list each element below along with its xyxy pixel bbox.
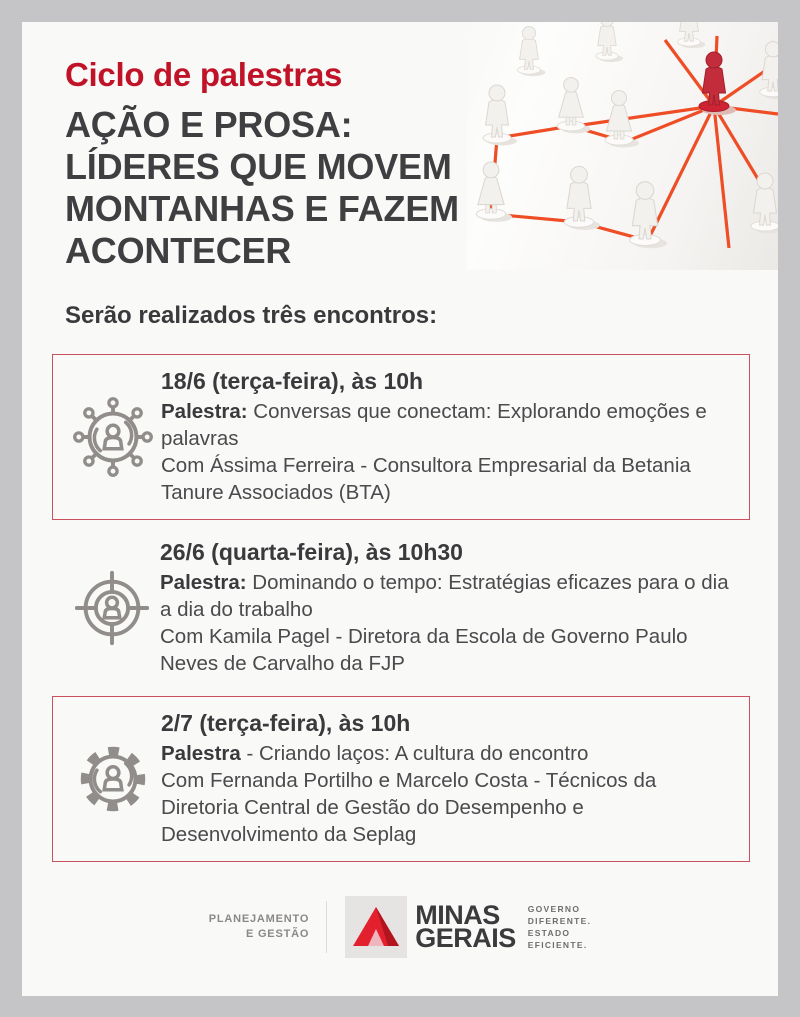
footer-divider <box>326 901 327 953</box>
gear-user-icon <box>65 738 161 820</box>
subtitle: Serão realizados três encontros: <box>65 302 438 329</box>
target-user-icon <box>64 567 160 649</box>
event-1-talk-title: Conversas que conectam: Explorando emoções e palavras <box>161 400 707 450</box>
org-label <box>209 912 309 942</box>
event-3-speaker: Com Fernanda Portilho e Marcelo Costa - Técnicos da Diretoria Central de Gestão do Desempenho e Desenvolvimento da Seplag <box>161 769 657 846</box>
mg-triangle-icon <box>345 896 407 958</box>
main-title-line-1: AÇÃO E PROSA: <box>65 104 353 145</box>
main-title-line-4: ACONTECER <box>65 230 292 271</box>
network-user-icon <box>65 396 161 478</box>
event-card-1 <box>52 354 750 520</box>
event-2-text <box>160 539 734 677</box>
event-2-talk-title: Dominando o tempo: Estratégias eficazes para o dia a dia do trabalho <box>160 571 729 621</box>
minas-gerais-logo <box>345 896 407 958</box>
event-card-3 <box>52 696 750 862</box>
tagline-line-1: GOVERNO <box>527 904 581 914</box>
event-2-datetime: 26/6 (quarta-feira), às 10h30 <box>160 539 463 565</box>
event-3-talk <box>161 740 733 767</box>
event-1-talk <box>161 398 733 452</box>
event-1-text <box>161 368 733 506</box>
government-tagline <box>528 903 592 951</box>
org-line-2: E GESTÃO <box>245 928 310 940</box>
tagline-line-4: EFICIENTE. <box>527 940 588 950</box>
main-title-line-3: MONTANHAS E FAZEM <box>65 188 459 229</box>
event-1-talk-label: Palestra: <box>161 400 248 423</box>
footer <box>22 896 778 958</box>
event-1-speaker: Com Ássima Ferreira - Consultora Empresarial da Betania Tanure Associados (BTA) <box>161 454 691 504</box>
main-title <box>65 104 778 272</box>
brand-line-1: MINAS <box>415 900 500 930</box>
brand-line-2: GERAIS <box>415 923 516 953</box>
brand-wordmark <box>415 900 516 953</box>
poster-content <box>22 22 778 996</box>
main-title-line-2: LÍDERES QUE MOVEM <box>65 146 452 187</box>
event-2-speaker: Com Kamila Pagel - Diretora da Escola de Governo Paulo Neves de Carvalho da FJP <box>160 625 688 675</box>
event-3-talk-label: Palestra <box>161 742 241 765</box>
event-3-datetime: 2/7 (terça-feira), às 10h <box>161 710 411 736</box>
event-list <box>52 354 750 862</box>
event-1-datetime: 18/6 (terça-feira), às 10h <box>161 368 424 394</box>
tagline-line-2: DIFERENTE. <box>527 916 592 926</box>
org-line-1: PLANEJAMENTO <box>208 913 310 925</box>
event-3-text <box>161 710 733 848</box>
event-3-talk-title: - Criando laços: A cultura do encontro <box>240 742 589 765</box>
event-2-talk-label: Palestra: <box>160 571 247 594</box>
event-card-2 <box>52 526 750 690</box>
tagline-line-3: ESTADO <box>527 928 571 938</box>
kicker-title: Ciclo de palestras <box>65 56 343 93</box>
event-2-talk <box>160 569 732 623</box>
